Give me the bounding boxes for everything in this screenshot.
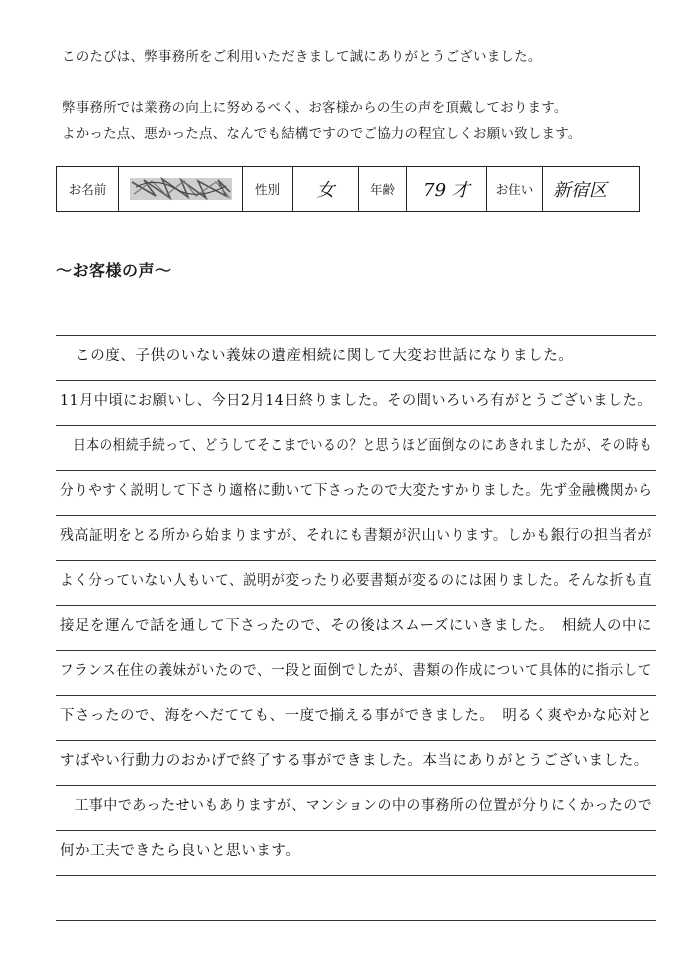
ruled-line — [56, 515, 656, 516]
ruled-line — [56, 425, 656, 426]
comment-line: フランス在住の義妹がいたので、一段と面倒でしたが、書類の作成について具体的に指示して — [60, 663, 653, 679]
comment-line: 下さったので、海をへだてても、一度で揃える事ができました。 明るく爽やかな応対と — [60, 708, 653, 724]
age-label-cell — [359, 167, 407, 211]
gender-label-cell — [243, 167, 293, 211]
comment-line: 日本の相続手続って、どうしてそこまでいるの？と思うほど面倒なのにあきれましたが、その時も — [60, 438, 653, 454]
age-value: 79 才 — [423, 180, 470, 201]
comment-line: 何か工夫できたら良いと思います。 — [60, 843, 301, 859]
gender-value-cell — [293, 167, 359, 211]
ruled-line — [56, 380, 656, 381]
gender-label: 性別 — [254, 182, 280, 197]
comment-line: 接足を運んで話を通して下さったので、その後はスムーズにいきました。 相続人の中に — [60, 618, 653, 634]
intro-thanks-line: このたびは、弊事務所をご利用いただきまして誠にありがとうございました。 — [62, 49, 542, 65]
name-label-cell — [57, 167, 119, 211]
comment-line: この度、子供のいない義妹の遺産相続に関して大変お世話になりました。 — [60, 348, 574, 364]
address-label-cell — [487, 167, 543, 211]
comment-line: 残高証明をとる所から始まりますが、それにも書類が沢山いります。しかも銀行の担当者が — [60, 528, 652, 544]
comment-line: 工事中であったせいもありますが、マンションの中の事務所の位置が分りにくかったので — [60, 798, 653, 814]
comment-line: 11月中頃にお願いし、今日2月14日終りました。その間いろいろ有がとうございました。 — [60, 393, 653, 409]
ruled-line — [56, 650, 656, 651]
ruled-line — [56, 695, 656, 696]
comment-line: よく分っていない人もいて、説明が変ったり必要書類が変るのには困りました。そんな折も直 — [60, 573, 653, 589]
ruled-line — [56, 830, 656, 831]
customer-info-table — [56, 166, 640, 212]
redacted-name-scribble — [126, 172, 236, 206]
age-value-cell — [407, 167, 487, 211]
comment-line: すばやい行動力のおかげで終了する事ができました。本当にありがとうございました。 — [60, 753, 649, 769]
ruled-line — [56, 335, 656, 336]
ruled-line — [56, 920, 656, 921]
ruled-line — [56, 605, 656, 606]
ruled-line — [56, 740, 656, 741]
gender-value: 女 — [316, 180, 335, 201]
ruled-line — [56, 470, 656, 471]
address-label: お住い — [495, 182, 534, 197]
address-value: 新宿区 — [553, 180, 607, 201]
name-label: お名前 — [68, 182, 107, 197]
name-value-cell — [119, 167, 243, 211]
intro-request-line-1: 弊事務所では業務の向上に努めるべく、お客様からの生の声を頂戴しております。 — [62, 100, 568, 116]
ruled-line — [56, 560, 656, 561]
age-label: 年齢 — [369, 182, 395, 197]
address-value-cell — [543, 167, 639, 211]
ruled-line — [56, 785, 656, 786]
intro-request-line-2: よかった点、悪かった点、なんでも結構ですのでご協力の程宜しくお願い致します。 — [62, 126, 582, 142]
ruled-line — [56, 875, 656, 876]
customer-voice-heading: ～お客様の声～ — [56, 261, 172, 280]
comment-line: 分りやすく説明して下さり適格に動いて下さったので大変たすかりました。先ず金融機関から — [60, 483, 653, 499]
